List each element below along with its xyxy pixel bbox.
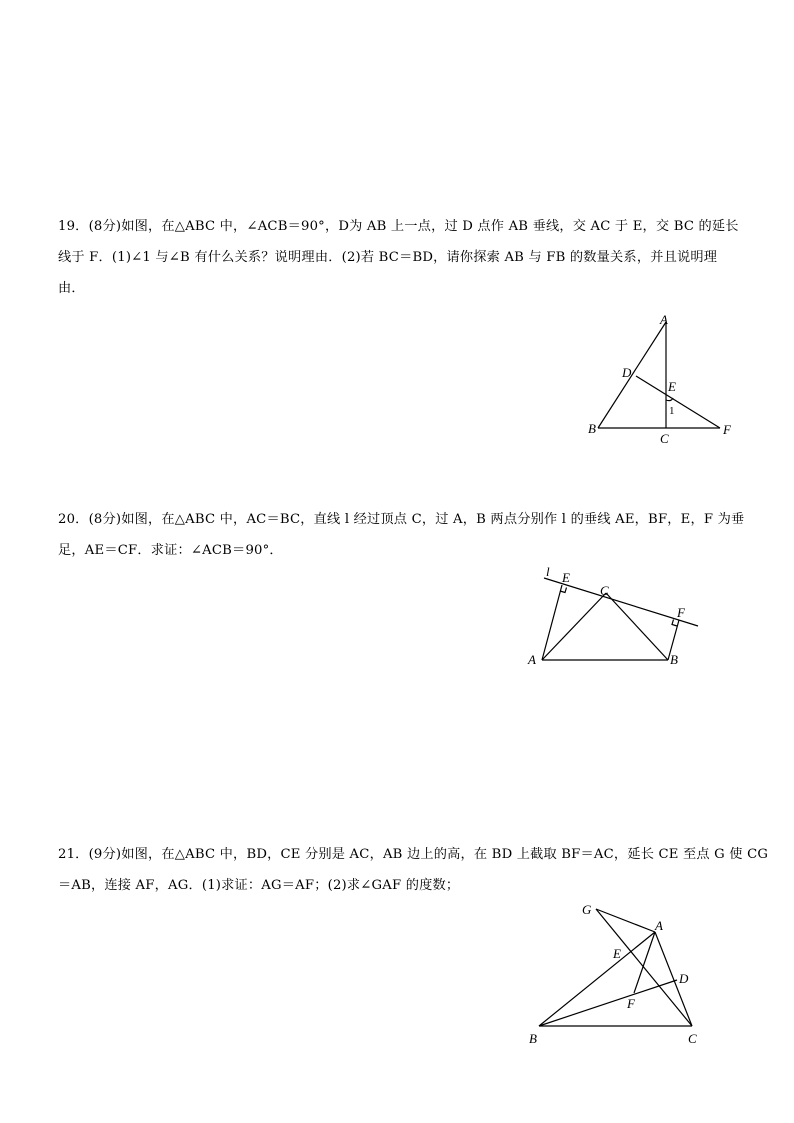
label-F: F [723,422,731,437]
segment-BD [539,980,677,1026]
segment-AB [598,322,666,428]
label-D: D [679,971,689,986]
problem-20-line-2: 足，AE＝CF．求证：∠ACB＝90°． [58,543,283,558]
label-C: C [600,583,609,598]
label-C: C [660,431,669,446]
problem-19-line-3: 由． [58,281,85,296]
label-B: B [529,1031,537,1046]
problem-21 [58,839,769,901]
problem-21-figure [520,895,720,1055]
label-G: G [582,902,592,917]
label-B: B [588,421,596,436]
label-A: A [528,652,536,667]
label-A: A [660,312,668,327]
problem-19-figure [580,310,750,450]
label-B: B [670,652,678,667]
label-F: F [677,605,685,620]
problem-19-line-2: 线于 F．(1)∠1 与∠B 有什么关系？说明理由．(2)若 BC＝BD，请你探索 AB 与 FB 的数量关系，并且说明理 [58,250,718,265]
problem-21-line-1: 21．(9分)如图，在△ABC 中，BD，CE 分别是 AC，AB 边上的高，在 BD 上截取 BF＝AC，延长 CE 至点 G 使 CG [58,847,769,862]
label-E: E [562,570,570,585]
label-E: E [613,946,621,961]
problem-20-line-1: 20．(8分)如图，在△ABC 中，AC＝BC，直线 l 经过顶点 C，过 A，B 两点分别作 l 的垂线 AE，BF，E，F 为垂 [58,512,745,527]
label-F: F [627,996,635,1011]
problem-19-line-1: 19．(8分)如图，在△ABC 中，∠ACB＝90°，D为 AB 上一点，过 D 点作 AB 垂线，交 AC 于 E，交 BC 的延长 [58,219,739,234]
label-C: C [688,1031,697,1046]
label-A: A [655,918,663,933]
label-l: l [546,564,550,579]
right-angle-F [672,620,677,627]
problem-21-line-2: ＝AB，连接 AF，AG．(1)求证：AG＝AF；(2)求∠GAF 的度数； [58,878,460,893]
label-1: 1 [669,405,675,417]
segment-DF [636,376,720,428]
problem-19 [58,211,738,304]
line-l [544,578,698,626]
label-D: D [622,365,632,380]
segment-AC [542,593,606,660]
problem-20 [58,504,745,566]
label-E: E [668,379,676,394]
segment-AB [539,932,655,1026]
segment-CB [606,593,668,660]
problem-20-figure [520,560,720,675]
